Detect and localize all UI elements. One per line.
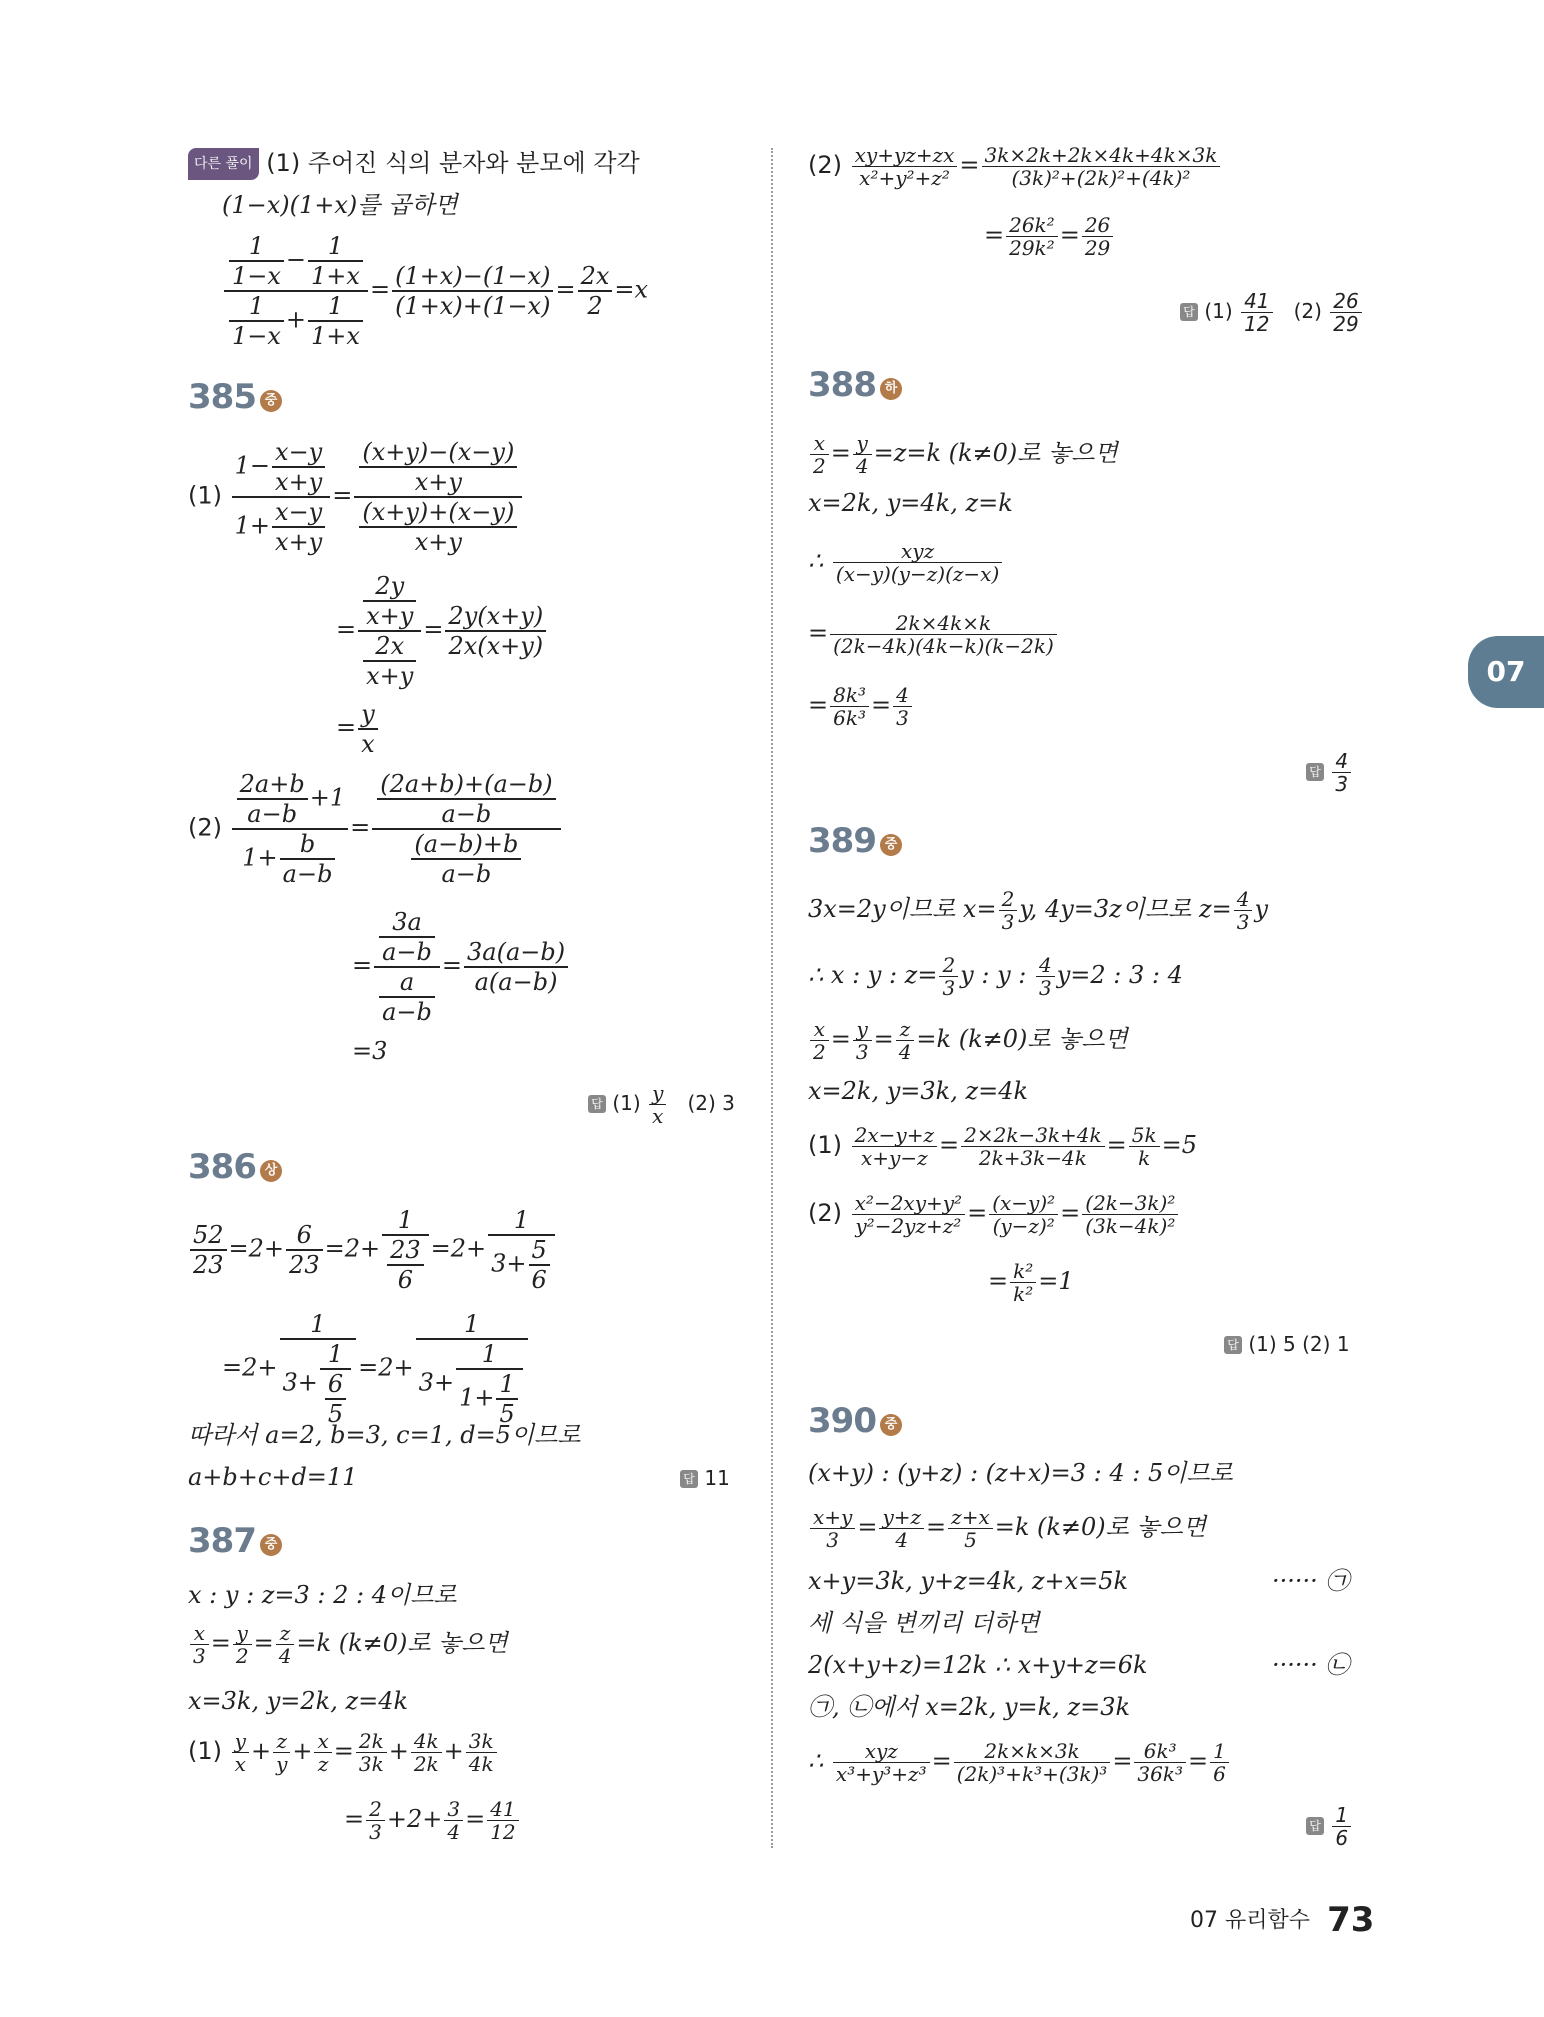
problem-385-header: 385 중 xyxy=(188,382,282,415)
alt-solution-equation: $\frac{1}{1-x}$ − $\frac{1}{1+x}$ $\frac{1}{1-x}$ + $\frac{1}{1+x}$ = $\frac{(1+x)-(1-x)}{(1+x)+(1-x)}$ = $\frac{2x}{2}$ =x xyxy=(222,232,648,350)
problem-388-line4: = $\frac{2k\times 4k\times k}{(2k-4k)(4k-k)(k-2k)}$ xyxy=(808,612,1059,657)
problem-390-line3: x+y=3k, y+z=4k, z+x=5k xyxy=(808,1567,1129,1595)
level-badge: 중 xyxy=(260,390,282,412)
problem-387-line1: x : y : z=3 : 2 : 4이므로 xyxy=(188,1581,457,1609)
problem-385-part2: (2) $\frac{2a+b}{a-b}$ +1 1+ $\frac{b}{a-b}$ = $\frac{\frac{(2a+b)+(a-b)}{a-b}}{\frac{(a-b)+b}{a-b}}$ xyxy=(188,770,563,888)
problem-387-header: 387 중 xyxy=(188,1526,282,1559)
column-divider xyxy=(771,148,773,1848)
problem-385-final: =3 xyxy=(352,1037,388,1065)
problem-390-line7: ∴ $\frac{\text{xyz}}{\text{x³+y³+z³}}$ = $\frac{2k\times k\times 3k}{\text{(2k)³+k³+(3k)³}}$ = $\frac{\text{6k³}}{\text{36k³}}$ = $\frac{1}{6}$ xyxy=(808,1740,1231,1785)
problem-390-answer: 답 $\frac{1}{6}$ xyxy=(1306,1804,1353,1849)
problem-385-step2: = $\frac{\frac{2y}{x+y}}{\frac{2x}{x+y}}$ = $\frac{2y(x+y)}{2x(x+y)}$ xyxy=(336,572,548,690)
problem-388-line5: = $\frac{\text{8k³}}{\text{6k³}}$ = $\frac{4}{3}$ xyxy=(808,684,914,729)
problem-388-line2: x=2k, y=4k, z=k xyxy=(808,489,1013,517)
problem-385-answer: 답 (1) $\frac{y}{x}$ (2) 3 xyxy=(588,1082,735,1127)
problem-386-header: 386 상 xyxy=(188,1152,282,1185)
problem-385-step5: = $\frac{\frac{3a}{a-b}}{\frac{a}{a-b}}$ = $\frac{3a(a-b)}{a(a-b)}$ xyxy=(352,908,570,1026)
level-badge: 중 xyxy=(260,1534,282,1556)
problem-385-part1: (1) 1− $\frac{x-y}{x+y}$ 1+ $\frac{x-y}{x+y}$ = $\frac{\frac{(x+y)-(x-y)}{x+y}}{\frac{(x+y)+(x-y)}{x+y}}$ xyxy=(188,438,524,556)
problem-386-conclusion1: 따라서 a=2, b=3, c=1, d=5이므로 xyxy=(188,1421,581,1449)
problem-390-line5: 2(x+y+z)=12k ∴ x+y+z=6k xyxy=(808,1651,1148,1679)
level-badge: 상 xyxy=(260,1160,282,1182)
problem-389-answer: 답 (1) 5 (2) 1 xyxy=(1224,1332,1350,1356)
level-badge: 하 xyxy=(880,378,902,400)
alt-solution-line2: (1−x)(1+x)를 곱하면 xyxy=(222,191,458,219)
answer-icon: 답 xyxy=(680,1470,698,1488)
problem-387-part1-result: = $\frac{2}{3}$ +2+ $\frac{3}{4}$ = $\frac{41}{12}$ xyxy=(344,1798,521,1843)
problem-389-part2: (2) $\frac{\text{x²−2xy+y²}}{\text{y²−2yz+z²}}$ = $\frac{\text{(x−y)²}}{\text{(y−z)²}}$ = $\frac{\text{(2k−3k)²}}{\text{(3k−4k)²}}$ xyxy=(808,1192,1180,1237)
problem-389-line4: x=2k, y=3k, z=4k xyxy=(808,1077,1029,1105)
answer-icon: 답 xyxy=(588,1095,606,1113)
problem-390-mark2: ······ ㉡ xyxy=(1272,1651,1350,1679)
answer-icon: 답 xyxy=(1224,1336,1242,1354)
page-number: 73 xyxy=(1327,1900,1375,1940)
problem-389-line1: 3x=2y이므로 x= $\frac{2}{3}$ y, 4y=3z이므로 z= $\frac{4}{3}$ y xyxy=(808,887,1269,934)
alt-solution-badge: 다른 풀이 xyxy=(188,148,259,180)
problem-386-answer: 답 11 xyxy=(680,1466,730,1490)
chapter-title: 07 유리함수 xyxy=(1190,1908,1310,1933)
answer-icon: 답 xyxy=(1180,303,1198,321)
problem-387-part2: (2) $\frac{xy+yz+zx}{\text{x²+y²+z²}}$ = $\frac{3k\times 2k+2k\times 4k+4k\times 3k}{\text{(3k)²+(2k)²+(4k)²}}$ xyxy=(808,144,1222,189)
chapter-tab: 07 xyxy=(1468,636,1544,708)
problem-387-answer: 답 (1) $\frac{41}{12}$ (2) $\frac{26}{29}$ xyxy=(1180,290,1364,335)
problem-390-line6: ㉠, ㉡에서 x=2k, y=k, z=3k xyxy=(808,1693,1131,1721)
answer-icon: 답 xyxy=(1306,763,1324,781)
page-footer xyxy=(1190,1900,1374,1940)
problem-387-part2-result: = $\frac{\text{26k²}}{\text{29k²}}$ = $\frac{26}{29}$ xyxy=(984,214,1115,259)
problem-386-line2: =2+ 1 3+ $\frac{1}{\frac{6}{5}}$ =2+ 1 3+ 1 1+ $\frac{1}{5}$ xyxy=(222,1310,530,1428)
problem-388-header: 388 하 xyxy=(808,370,902,403)
problem-385-step3: = $\frac{y}{x}$ xyxy=(336,700,380,758)
problem-389-line3: $\frac{x}{2}$ = $\frac{y}{3}$ = $\frac{z}{4}$ =k (k≠0)로 놓으면 xyxy=(808,1018,1128,1063)
problem-388-line1: $\frac{x}{2}$ = $\frac{y}{4}$ =z=k (k≠0)로 놓으면 xyxy=(808,432,1118,477)
level-badge: 중 xyxy=(880,1414,902,1436)
problem-389-part1: (1) $\frac{2x-y+z}{x+y-z}$ = $\frac{2\times 2k-3k+4k}{2k+3k-4k}$ = $\frac{5k}{k}$ =5 xyxy=(808,1123,1197,1170)
problem-387-line3: x=3k, y=2k, z=4k xyxy=(188,1687,409,1715)
problem-389-part2-result: = $\frac{\text{k²}}{\text{k²}}$ =1 xyxy=(988,1259,1074,1306)
problem-390-header: 390 중 xyxy=(808,1406,902,1439)
problem-390-line2: $\frac{x+y}{3}$ = $\frac{y+z}{4}$ = $\frac{z+x}{5}$ =k (k≠0)로 놓으면 xyxy=(808,1506,1206,1551)
problem-386-conclusion2: a+b+c+d=11 xyxy=(188,1463,358,1491)
problem-387-part1: (1) $\frac{y}{x}$ + $\frac{z}{y}$ + $\frac{x}{z}$ = $\frac{2k}{3k}$ + $\frac{4k}{2k}$ + $\frac{3k}{4k}$ xyxy=(188,1730,499,1775)
problem-390-line1: (x+y) : (y+z) : (z+x)=3 : 4 : 5이므로 xyxy=(808,1459,1233,1487)
problem-390-mark1: ······ ㉠ xyxy=(1272,1567,1350,1595)
alt-solution-line1: 다른 풀이 (1) 주어진 식의 분자와 분모에 각각 xyxy=(188,148,640,180)
problem-388-answer: 답 $\frac{4}{3}$ xyxy=(1306,750,1353,795)
problem-386-line1: $\frac{52}{23}$ =2+ $\frac{6}{23}$ =2+ $\frac{1}{\frac{23}{6}}$ =2+ 1 3+ $\frac{5}{6}$ xyxy=(188,1206,557,1294)
problem-390-line4: 세 식을 변끼리 더하면 xyxy=(808,1609,1040,1637)
problem-388-line3: ∴ $\frac{\text{xyz}}{(x-y)(y-z)(z-x)}$ xyxy=(808,540,1004,585)
problem-389-line2: ∴ x : y : z= $\frac{2}{3}$ y : y : $\frac{4}{3}$ y=2 : 3 : 4 xyxy=(808,953,1183,1000)
answer-icon: 답 xyxy=(1306,1817,1324,1835)
problem-387-line2: $\frac{x}{3}$ = $\frac{y}{2}$ = $\frac{z}{4}$ =k (k≠0)로 놓으면 xyxy=(188,1622,508,1667)
level-badge: 중 xyxy=(880,834,902,856)
problem-389-header: 389 중 xyxy=(808,826,902,859)
